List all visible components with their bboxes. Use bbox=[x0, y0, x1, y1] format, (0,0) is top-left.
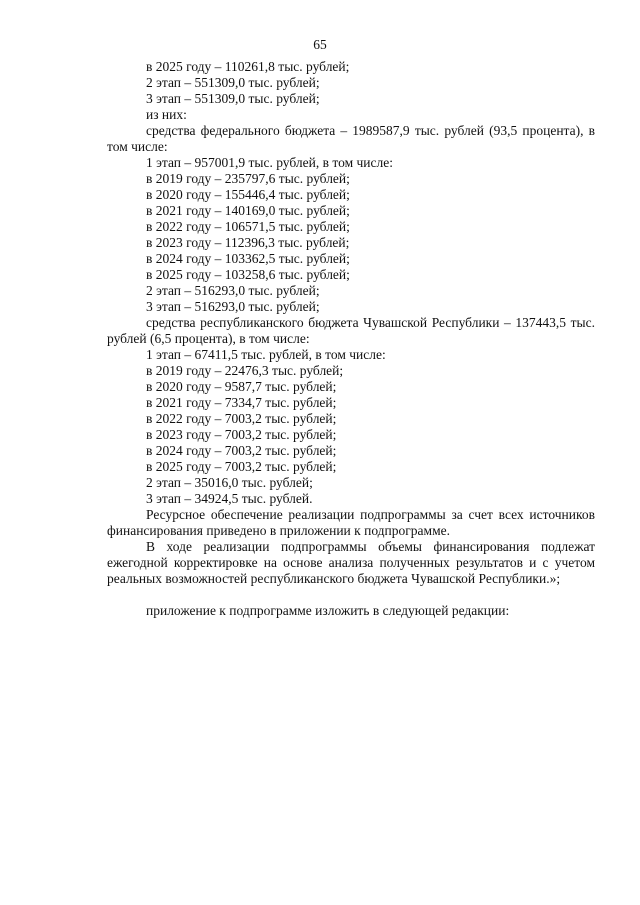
funding-line: в 2023 году – 112396,3 тыс. рублей; bbox=[146, 235, 350, 250]
document-body bbox=[107, 59, 595, 619]
funding-line: в 2025 году – 7003,2 тыс. рублей; bbox=[146, 459, 337, 474]
funding-line: в 2020 году – 9587,7 тыс. рублей; bbox=[146, 379, 337, 394]
funding-line: 3 этап – 551309,0 тыс. рублей; bbox=[146, 91, 320, 106]
page-number: 65 bbox=[313, 37, 327, 52]
funding-line: 2 этап – 551309,0 тыс. рублей; bbox=[146, 75, 320, 90]
funding-line: в 2019 году – 235797,6 тыс. рублей; bbox=[146, 171, 350, 186]
funding-line: 1 этап – 957001,9 тыс. рублей, в том числе: bbox=[146, 155, 393, 170]
blank-line bbox=[107, 587, 595, 603]
federal-budget-paragraph: средства федерального бюджета – 1989587,9 тыс. рублей (93,5 процента), в том числе: bbox=[107, 123, 595, 154]
funding-line: 3 этап – 516293,0 тыс. рублей; bbox=[146, 299, 320, 314]
funding-line: в 2020 году – 155446,4 тыс. рублей; bbox=[146, 187, 350, 202]
republic-budget-paragraph: средства республиканского бюджета Чувашской Республики – 137443,5 тыс. рублей (6,5 процента), в том числе: bbox=[107, 315, 595, 346]
funding-line: в 2024 году – 7003,2 тыс. рублей; bbox=[146, 443, 337, 458]
resource-provision-paragraph: Ресурсное обеспечение реализации подпрограммы за счет всех источников финансирования приведено в приложении к подпрограмме. bbox=[107, 507, 595, 538]
funding-line: в 2022 году – 106571,5 тыс. рублей; bbox=[146, 219, 350, 234]
funding-line: в 2024 году – 103362,5 тыс. рублей; bbox=[146, 251, 350, 266]
adjustment-paragraph: В ходе реализации подпрограммы объемы финансирования подлежат ежегодной корректировке на основе анализа полученных результатов и с учетом реальных возможностей республиканского бюджета Чувашской Республики.»; bbox=[107, 539, 595, 586]
funding-line: в 2023 году – 7003,2 тыс. рублей; bbox=[146, 427, 337, 442]
funding-block-federal bbox=[107, 155, 595, 315]
funding-block-total bbox=[107, 59, 595, 123]
funding-line: 2 этап – 35016,0 тыс. рублей; bbox=[146, 475, 313, 490]
funding-line: 1 этап – 67411,5 тыс. рублей, в том числе: bbox=[146, 347, 386, 362]
funding-line: в 2025 году – 103258,6 тыс. рублей; bbox=[146, 267, 350, 282]
appendix-instruction: приложение к подпрограмме изложить в следующей редакции: bbox=[146, 603, 510, 618]
funding-line: в 2019 году – 22476,3 тыс. рублей; bbox=[146, 363, 344, 378]
funding-line: в 2021 году – 7334,7 тыс. рублей; bbox=[146, 395, 337, 410]
funding-line: 2 этап – 516293,0 тыс. рублей; bbox=[146, 283, 320, 298]
funding-block-republic bbox=[107, 347, 595, 507]
funding-line: в 2025 году – 110261,8 тыс. рублей; bbox=[146, 59, 350, 74]
funding-line: из них: bbox=[146, 107, 187, 122]
funding-line: в 2022 году – 7003,2 тыс. рублей; bbox=[146, 411, 337, 426]
funding-line: 3 этап – 34924,5 тыс. рублей. bbox=[146, 491, 313, 506]
funding-line: в 2021 году – 140169,0 тыс. рублей; bbox=[146, 203, 350, 218]
